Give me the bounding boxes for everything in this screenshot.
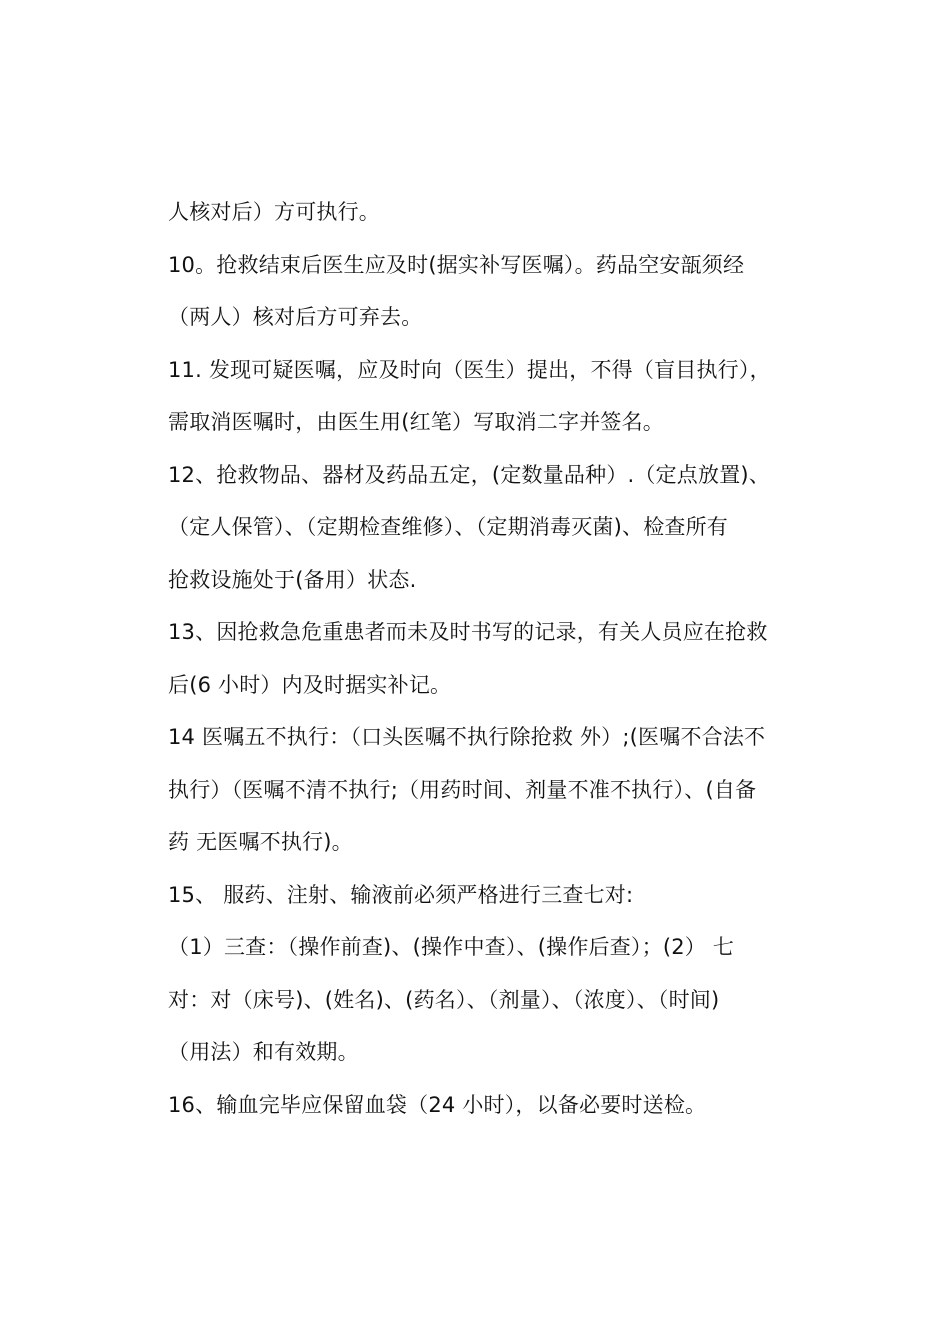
text-line: 11. 发现可疑医嘱，应及时向（医生）提出，不得（盲目执行）， xyxy=(168,357,771,382)
text-line: （用法）和有效期。 xyxy=(168,1040,359,1064)
text-line: 13、因抢救急危重患者而未及时书写的记录，有关人员应在抢救 xyxy=(168,620,768,644)
text-line: 10。抢救结束后医生应及时(据实补写医嘱）。药品空安瓿须经 xyxy=(168,252,745,277)
text-line: 后(6 小时）内及时据实补记。 xyxy=(168,672,452,697)
text-line: 对：对（床号)、(姓名)、(药名）、（剂量）、（浓度）、（时间) xyxy=(168,987,720,1012)
text-line: （1）三查：（操作前查)、(操作中查）、(操作后查）；(2） 七 xyxy=(168,935,735,959)
text-line: 需取消医嘱时，由医生用(红笔）写取消二字并签名。 xyxy=(168,410,664,434)
text-line: （两人）核对后方可弃去。 xyxy=(168,305,423,329)
text-line: 抢救设施处于(备用）状态. xyxy=(168,567,417,592)
document-body xyxy=(168,186,818,1131)
text-line: 15、 服药、注射、输液前必须严格进行三查七对: xyxy=(168,882,634,907)
text-line: 16、输血完毕应保留血袋（24 小时），以备必要时送检。 xyxy=(168,1092,707,1117)
text-line: 药 无医嘱不执行)。 xyxy=(168,830,353,854)
text-line: 人核对后）方可执行。 xyxy=(168,200,380,224)
text-line: （定人保管）、（定期检查维修）、（定期消毒灭菌)、检查所有 xyxy=(168,515,728,539)
text-line: 14 医嘱五不执行：（口头医嘱不执行除抢救 外）;(医嘱不合法不 xyxy=(168,725,766,749)
text-line: 执行）（医嘱不清不执行;（用药时间、剂量不准不执行）、(自备 xyxy=(168,777,757,802)
text-line: 12、抢救物品、器材及药品五定，(定数量品种）.（定点放置)、 xyxy=(168,462,770,487)
